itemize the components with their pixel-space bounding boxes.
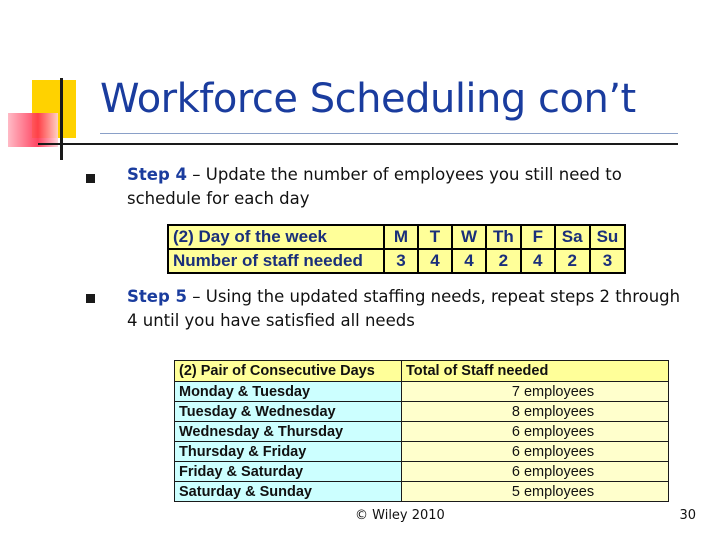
- total-cell: 6 employees: [402, 442, 669, 462]
- bullet-square-icon: [86, 174, 95, 183]
- day-cell: W: [452, 225, 486, 249]
- pair-cell: Friday & Saturday: [175, 462, 402, 482]
- bullet-square-icon: [86, 294, 95, 303]
- pair-cell: Wednesday & Thursday: [175, 422, 402, 442]
- staff-cell: 2: [555, 249, 590, 273]
- column-header: Total of Staff needed: [402, 361, 669, 382]
- copyright-footer: © Wiley 2010: [355, 508, 445, 523]
- day-cell: F: [521, 225, 555, 249]
- table-row: [168, 225, 625, 249]
- total-cell: 8 employees: [402, 402, 669, 422]
- pair-cell: Tuesday & Wednesday: [175, 402, 402, 422]
- pair-cell: Thursday & Friday: [175, 442, 402, 462]
- day-cell: M: [384, 225, 418, 249]
- staff-needed-table: [167, 224, 626, 274]
- pair-cell: Monday & Tuesday: [175, 382, 402, 402]
- column-header: (2) Pair of Consecutive Days: [175, 361, 402, 382]
- staff-cell: 4: [418, 249, 452, 273]
- decor-red-bar: [8, 113, 58, 147]
- table-row: [175, 442, 669, 462]
- bullet-step-4: [127, 163, 687, 211]
- table-row: [175, 422, 669, 442]
- bullet-step-5: [127, 285, 687, 333]
- staff-cell: 4: [452, 249, 486, 273]
- decor-vertical-line: [60, 78, 63, 160]
- pair-cell: Saturday & Sunday: [175, 482, 402, 502]
- table-row: [175, 482, 669, 502]
- slide-title: Workforce Scheduling con’t: [100, 76, 636, 122]
- step-label: Step 4: [127, 165, 187, 184]
- total-cell: 6 employees: [402, 462, 669, 482]
- row-label: (2) Day of the week: [168, 225, 384, 249]
- table-row: [175, 402, 669, 422]
- staff-cell: 3: [590, 249, 626, 273]
- day-cell: Su: [590, 225, 626, 249]
- day-cell: Sa: [555, 225, 590, 249]
- table-header-row: [175, 361, 669, 382]
- table-row: [175, 382, 669, 402]
- staff-cell: 4: [521, 249, 555, 273]
- table-row: [168, 249, 625, 273]
- consecutive-days-table: [174, 360, 669, 502]
- total-cell: 7 employees: [402, 382, 669, 402]
- step-text: – Using the updated staffing needs, repeat steps 2 through 4 until you have satisfied all needs: [127, 287, 681, 330]
- page-number: 30: [679, 508, 696, 523]
- staff-cell: 3: [384, 249, 418, 273]
- row-label: Number of staff needed: [168, 249, 384, 273]
- step-text: – Update the number of employees you still need to schedule for each day: [127, 165, 622, 208]
- total-cell: 5 employees: [402, 482, 669, 502]
- table-row: [175, 462, 669, 482]
- staff-cell: 2: [486, 249, 521, 273]
- day-cell: T: [418, 225, 452, 249]
- day-cell: Th: [486, 225, 521, 249]
- step-label: Step 5: [127, 287, 187, 306]
- total-cell: 6 employees: [402, 422, 669, 442]
- title-underline: [100, 133, 678, 134]
- decor-horizontal-line: [38, 143, 678, 145]
